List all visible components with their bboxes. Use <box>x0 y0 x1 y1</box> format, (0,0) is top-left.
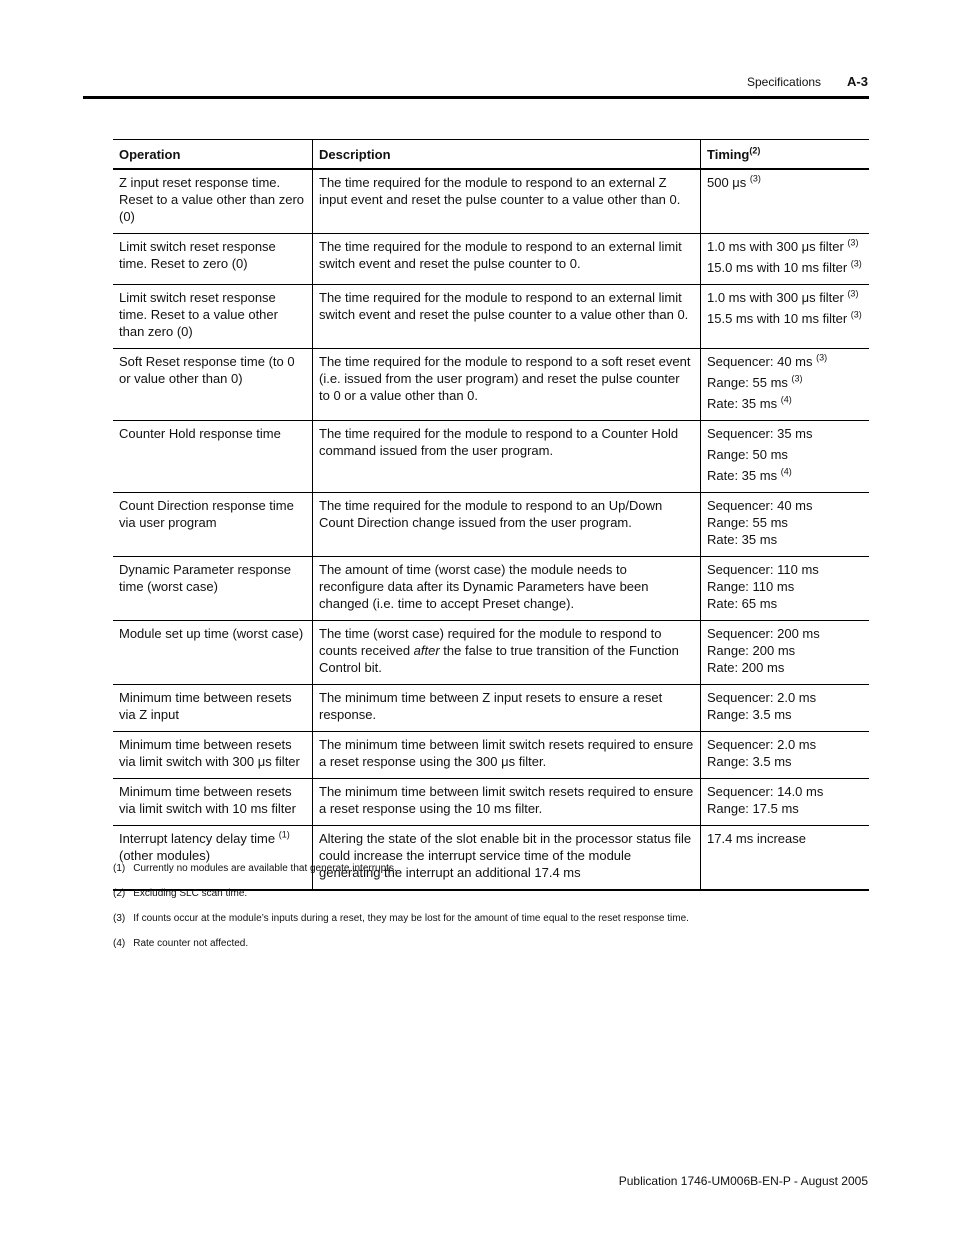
operation-cell <box>113 169 313 234</box>
operation-text: Count Direction response time via user program <box>119 498 294 530</box>
timing-cell <box>701 826 870 891</box>
table-row <box>113 349 869 421</box>
operation-text: Limit switch reset response time. Reset to a value other than zero (0) <box>119 290 278 339</box>
timing-line <box>707 259 863 276</box>
timing-line <box>707 174 863 191</box>
description-cell <box>313 234 701 285</box>
timing-value: Rate: 200 ms <box>707 660 785 675</box>
timing-line <box>707 353 863 370</box>
description-text: The time required for the module to respond to an external limit switch event and reset the pulse counter to a value other than 0. <box>319 290 689 322</box>
timing-value: Range: 50 ms <box>707 447 788 462</box>
timing-line <box>707 425 863 442</box>
description-text: The amount of time (worst case) the module needs to reconfigure data after its Dynamic Parameters have been changed (i.e. time to accept Preset change). <box>319 562 649 611</box>
timing-cell <box>701 493 870 557</box>
operation-cell <box>113 557 313 621</box>
timing-value: 15.0 ms with 10 ms filter <box>707 260 851 275</box>
table-body <box>113 169 869 890</box>
timing-cell <box>701 169 870 234</box>
timing-cell <box>701 557 870 621</box>
timing-value: Range: 110 ms <box>707 579 795 594</box>
description-emphasis: after <box>413 643 440 658</box>
timing-line <box>707 753 863 770</box>
table-row <box>113 685 869 732</box>
timing-line <box>707 736 863 753</box>
description-text: The time required for the module to respond to a soft reset event (i.e. issued from the user program) and reset the pulse counter to 0 or a value other than 0. <box>319 354 691 403</box>
timing-header-footnote-ref: (2) <box>749 145 761 156</box>
column-header-description: Description <box>313 140 701 170</box>
timing-footnote-ref: (4) <box>780 394 792 405</box>
description-text: The minimum time between limit switch resets required to ensure a reset response using the 10 ms filter. <box>319 784 694 816</box>
timing-value: 1.0 ms with 300 μs filter <box>707 290 848 305</box>
timing-line <box>707 467 863 484</box>
timing-value: Range: 55 ms <box>707 515 788 530</box>
description-cell <box>313 621 701 685</box>
footnote-text: Rate counter not affected. <box>133 938 249 949</box>
section-title: Specifications <box>747 75 822 89</box>
operation-text: Z input reset response time. Reset to a value other than zero (0) <box>119 175 305 224</box>
operation-cell <box>113 621 313 685</box>
page-number: A-3 <box>847 74 868 89</box>
description-text: The time required for the module to respond to an Up/Down Count Direction change issued from the user program. <box>319 498 663 530</box>
timing-line <box>707 578 863 595</box>
table-row <box>113 234 869 285</box>
timing-footnote-ref: (3) <box>791 373 803 384</box>
description-cell <box>313 421 701 493</box>
timing-line <box>707 374 863 391</box>
timing-line <box>707 800 863 817</box>
footnote <box>113 888 689 913</box>
operation-footnote-ref: (1) <box>278 829 290 840</box>
timing-value: Rate: 35 ms <box>707 468 781 483</box>
description-cell <box>313 557 701 621</box>
timing-value: Rate: 35 ms <box>707 532 778 547</box>
timing-value: Range: 3.5 ms <box>707 707 792 722</box>
timing-value: Range: 17.5 ms <box>707 801 799 816</box>
footnote <box>113 863 689 888</box>
timing-value: Sequencer: 200 ms <box>707 626 820 641</box>
timing-cell <box>701 621 870 685</box>
footnote-number: (1) <box>113 863 126 874</box>
footnote-text: Currently no modules are available that generate interrupts. <box>133 863 397 874</box>
timing-cell <box>701 732 870 779</box>
footnote-number: (3) <box>113 913 126 924</box>
description-cell <box>313 685 701 732</box>
timing-cell <box>701 421 870 493</box>
timing-line <box>707 595 863 612</box>
description-cell <box>313 493 701 557</box>
timing-value: 1.0 ms with 300 μs filter <box>707 239 848 254</box>
timing-line <box>707 561 863 578</box>
description-text: The time (worst case) required for the module to respond to counts received <box>319 626 662 658</box>
table-row <box>113 557 869 621</box>
timing-value: 15.5 ms with 10 ms filter <box>707 311 851 326</box>
table-row <box>113 421 869 493</box>
description-cell <box>313 349 701 421</box>
description-cell <box>313 169 701 234</box>
timing-value: Range: 200 ms <box>707 643 796 658</box>
operation-text: Dynamic Parameter response time (worst case) <box>119 562 291 594</box>
operation-text-tail: (other modules) <box>119 848 211 863</box>
timing-line <box>707 659 863 676</box>
timing-line <box>707 238 863 255</box>
description-cell <box>313 285 701 349</box>
timing-line <box>707 514 863 531</box>
timing-cell <box>701 234 870 285</box>
timing-line <box>707 706 863 723</box>
table-row <box>113 732 869 779</box>
timing-value: Sequencer: 35 ms <box>707 426 813 441</box>
timing-footnote-ref: (3) <box>850 309 862 320</box>
operation-cell <box>113 234 313 285</box>
timing-value: Sequencer: 2.0 ms <box>707 737 817 752</box>
table-row <box>113 779 869 826</box>
operation-text: Minimum time between resets via limit switch with 10 ms filter <box>119 784 296 816</box>
timing-line <box>707 531 863 548</box>
timing-line <box>707 642 863 659</box>
timing-line <box>707 830 863 847</box>
timing-footnote-ref: (3) <box>749 173 761 184</box>
table-row <box>113 169 869 234</box>
operation-text: Counter Hold response time <box>119 426 281 441</box>
timing-footnote-ref: (4) <box>780 466 792 477</box>
timing-footnote-ref: (3) <box>847 288 859 299</box>
description-text: The minimum time between Z input resets to ensure a reset response. <box>319 690 663 722</box>
timing-value: Sequencer: 2.0 ms <box>707 690 817 705</box>
timing-value: Rate: 65 ms <box>707 596 778 611</box>
table-row <box>113 285 869 349</box>
column-header-operation: Operation <box>113 140 313 170</box>
operation-cell <box>113 493 313 557</box>
description-text: The time required for the module to respond to an external limit switch event and reset the pulse counter to 0. <box>319 239 682 271</box>
operation-cell <box>113 732 313 779</box>
footnote <box>113 913 689 938</box>
timing-value: Sequencer: 40 ms <box>707 354 817 369</box>
timing-value: Range: 3.5 ms <box>707 754 792 769</box>
specifications-table <box>113 139 869 891</box>
description-cell <box>313 732 701 779</box>
timing-cell <box>701 685 870 732</box>
footnote-text: If counts occur at the module’s inputs during a reset, they may be lost for the amount of time equal to the reset response time. <box>133 913 689 924</box>
timing-line <box>707 689 863 706</box>
operation-cell <box>113 685 313 732</box>
operation-text: Minimum time between resets via limit switch with 300 μs filter <box>119 737 300 769</box>
timing-value: 500 μs <box>707 175 750 190</box>
timing-value: Sequencer: 14.0 ms <box>707 784 824 799</box>
timing-value: Sequencer: 110 ms <box>707 562 819 577</box>
operation-text: Minimum time between resets via Z input <box>119 690 292 722</box>
operation-cell <box>113 779 313 826</box>
timing-value: Sequencer: 40 ms <box>707 498 813 513</box>
timing-footnote-ref: (3) <box>816 352 828 363</box>
timing-line <box>707 783 863 800</box>
header-rule <box>83 96 869 99</box>
footnote-text: Excluding SLC scan time. <box>133 888 248 899</box>
timing-cell <box>701 779 870 826</box>
timing-line <box>707 446 863 463</box>
table-row <box>113 493 869 557</box>
description-cell <box>313 779 701 826</box>
timing-value: Range: 55 ms <box>707 375 792 390</box>
operation-text: Module set up time (worst case) <box>119 626 304 641</box>
operation-text: Soft Reset response time (to 0 or value other than 0) <box>119 354 295 386</box>
table-header-row <box>113 140 869 170</box>
timing-footnote-ref: (3) <box>847 237 859 248</box>
column-header-timing <box>701 140 870 170</box>
timing-value: 17.4 ms increase <box>707 831 806 846</box>
publication-footer: Publication 1746-UM006B-EN-P - August 2005 <box>618 1174 868 1188</box>
timing-footnote-ref: (3) <box>850 258 862 269</box>
description-text: The time required for the module to respond to a Counter Hold command issued from the user program. <box>319 426 679 458</box>
description-text: Altering the state of the slot enable bit in the processor status file could increase the interrupt service time of the module generating the interrupt an additional 17.4 ms <box>319 831 692 880</box>
description-text: The time required for the module to respond to an external Z input event and reset the pulse counter to a value other than 0. <box>319 175 681 207</box>
operation-cell <box>113 421 313 493</box>
timing-line <box>707 625 863 642</box>
footnote-number: (4) <box>113 938 126 949</box>
operation-text: Interrupt latency delay time <box>119 831 279 846</box>
footnotes <box>113 863 689 963</box>
operation-cell <box>113 285 313 349</box>
description-text: the false to true transition of the Function Control bit. <box>319 643 679 675</box>
timing-value: Rate: 35 ms <box>707 396 781 411</box>
timing-line <box>707 310 863 327</box>
description-text: The minimum time between limit switch resets required to ensure a reset response using the 300 μs filter. <box>319 737 694 769</box>
timing-cell <box>701 349 870 421</box>
timing-line <box>707 289 863 306</box>
timing-cell <box>701 285 870 349</box>
timing-line <box>707 497 863 514</box>
table-row <box>113 621 869 685</box>
footnote-number: (2) <box>113 888 126 899</box>
operation-text: Limit switch reset response time. Reset to zero (0) <box>119 239 276 271</box>
timing-line <box>707 395 863 412</box>
running-header <box>747 74 868 89</box>
footnote <box>113 938 689 963</box>
operation-cell <box>113 349 313 421</box>
timing-header-label: Timing <box>707 147 750 162</box>
